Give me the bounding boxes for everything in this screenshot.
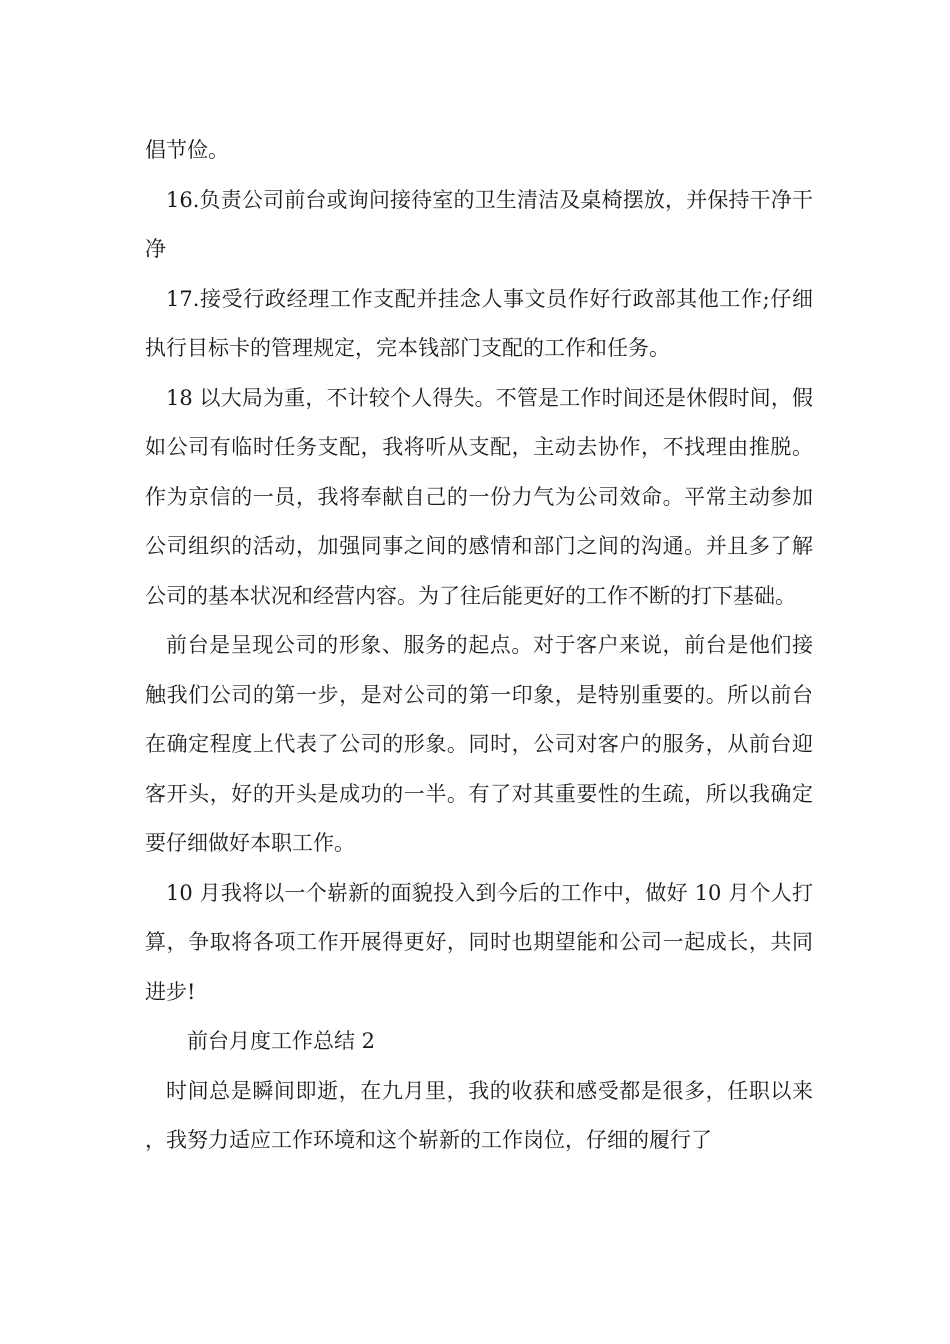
paragraph-item-18: 18 以大局为重，不计较个人得失。不管是工作时间还是休假时间，假如公司有临时任务支配，我将听从支配，主动去协作，不找理由推脱。作为京信的一员，我将奉献自己的一份力气为公司效命。平常主动参加公司组织的活动，加强同事之间的感情和部门之间的沟通。并且多了解公司的基本状况和经营内容。为了往后能更好的工作不断的打下基础。 bbox=[145, 385, 813, 608]
paragraph-item-17: 17.接受行政经理工作支配并挂念人事文员作好行政部其他工作;仔细执行目标卡的管理规定，完本钱部门支配的工作和任务。 bbox=[145, 286, 813, 360]
document-body bbox=[145, 126, 813, 1166]
paragraph-item-16: 16.负责公司前台或询问接待室的卫生清洁及桌椅摆放，并保持干净干净 bbox=[145, 187, 813, 261]
paragraph-october-plan: 10 月我将以一个崭新的面貌投入到今后的工作中，做好 10 月个人打算，争取将各项工作开展得更好，同时也期望能和公司一起成长，共同进步! bbox=[145, 880, 813, 1004]
paragraph-continuation: 倡节俭。 bbox=[145, 138, 229, 162]
paragraph-front-desk-role: 前台是呈现公司的形象、服务的起点。对于客户来说，前台是他们接触我们公司的第一步，是对公司的第一印象，是特别重要的。所以前台在确定程度上代表了公司的形象。同时，公司对客户的服务，从前台迎客开头，好的开头是成功的一半。有了对其重要性的生疏，所以我确定要仔细做好本职工作。 bbox=[145, 633, 813, 855]
paragraph-september-summary: 时间总是瞬间即逝，在九月里，我的收获和感受都是很多，任职以来，我努力适应工作环境和这个崭新的工作岗位，仔细的履行了 bbox=[145, 1078, 813, 1152]
section-heading: 前台月度工作总结 2 bbox=[187, 1029, 376, 1053]
